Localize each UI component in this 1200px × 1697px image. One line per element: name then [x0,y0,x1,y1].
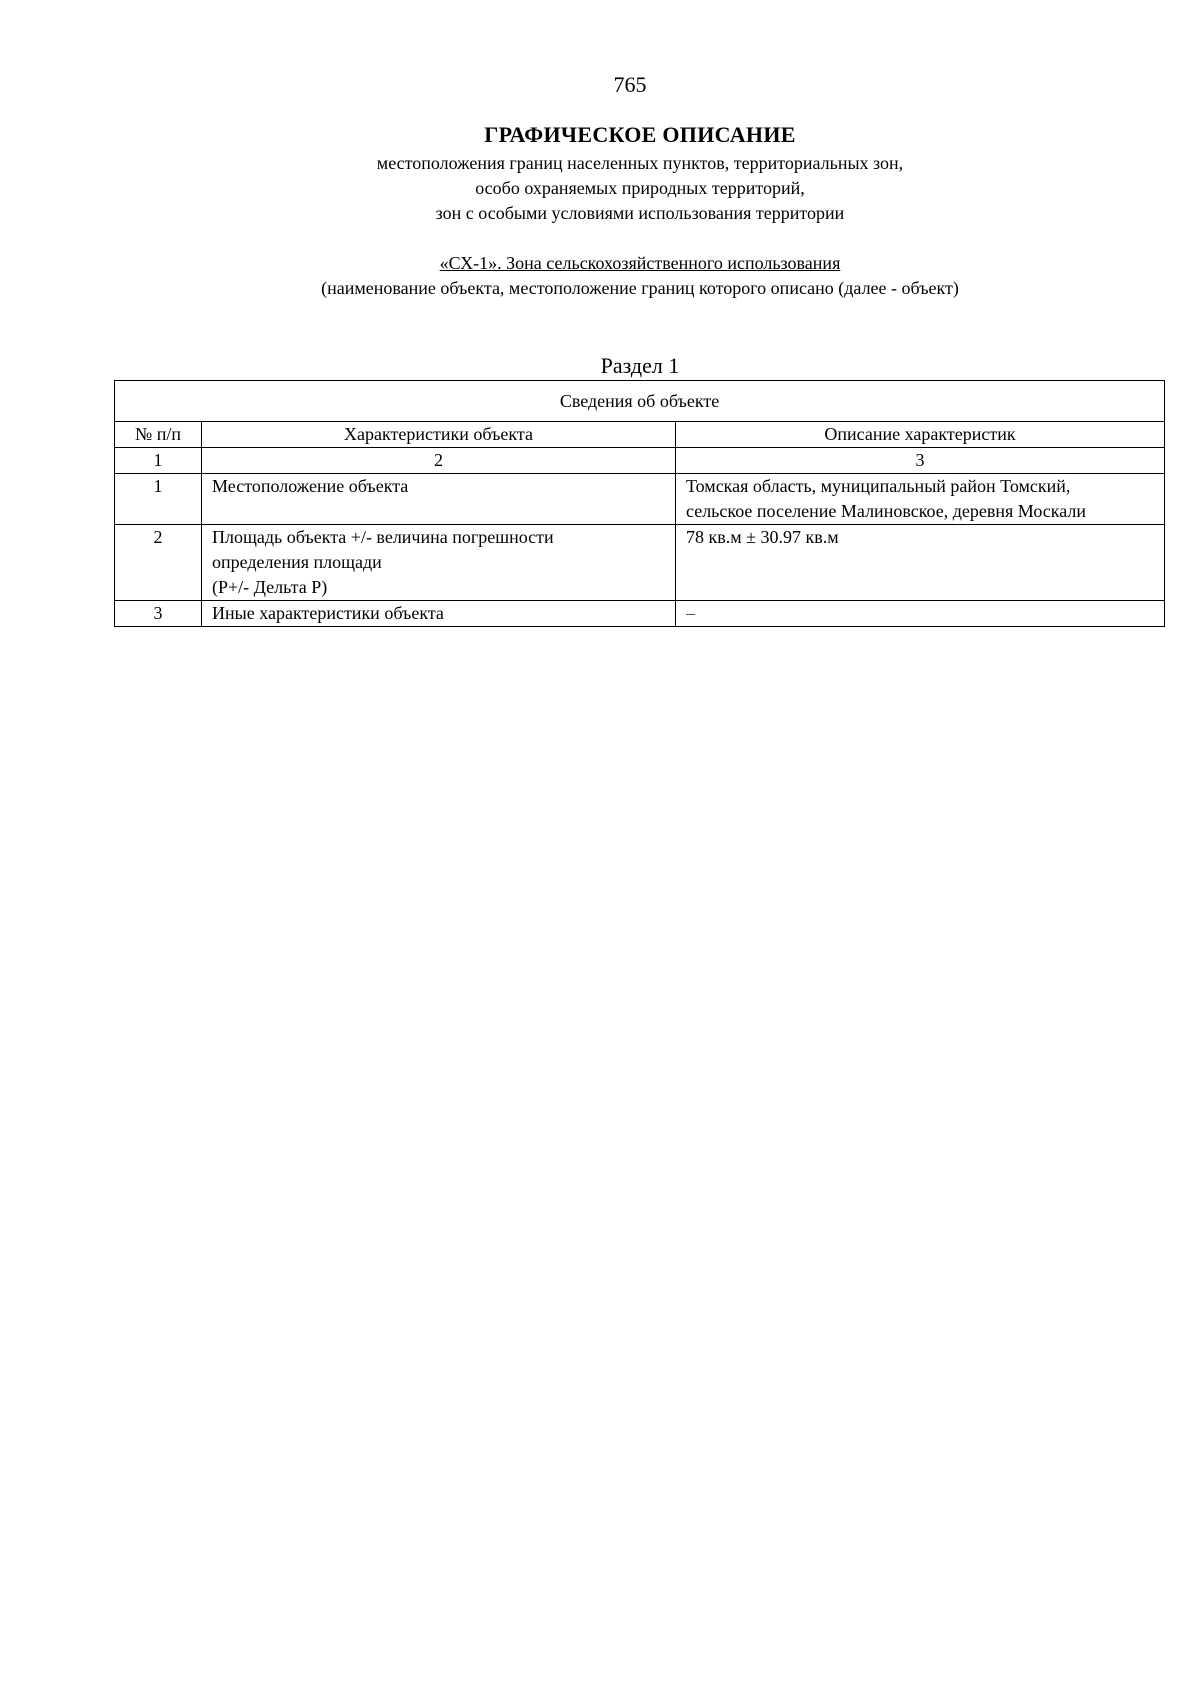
table-header-row [115,422,1165,448]
column-number: 3 [676,448,1165,474]
cell-line: – [686,603,695,623]
row-number: 2 [115,525,202,601]
row-number: 3 [115,601,202,627]
row-characteristic [202,474,676,525]
column-number: 2 [202,448,676,474]
object-info-table [114,380,1165,627]
table-caption-row [115,381,1165,422]
row-characteristic [202,601,676,627]
object-name-block [0,251,1200,301]
page-number: 765 [613,72,647,97]
row-description [676,525,1165,601]
document-subtitle [0,151,1200,226]
column-number-row [115,448,1165,474]
section-title: Раздел 1 [600,353,680,378]
header-number: № п/п [115,422,202,448]
object-name-caption: (наименование объекта, местоположение границ которого описано (далее - объект) [321,278,959,298]
table-row [115,601,1165,627]
cell-line: (Р+/- Дельта Р) [212,577,328,597]
table-row [115,474,1165,525]
document-title: ГРАФИЧЕСКОЕ ОПИСАНИЕ [484,122,796,147]
row-number: 1 [115,474,202,525]
header-description: Описание характеристик [676,422,1165,448]
cell-line: определения площади [212,552,382,572]
subtitle-line: местоположения границ населенных пунктов, территориальных зон, [376,153,904,173]
subtitle-line: зон с особыми условиями использования территории [435,203,845,223]
subtitle-line: особо охраняемых природных территорий, [475,178,805,198]
cell-line: Местоположение объекта [212,476,409,496]
header-characteristic: Характеристики объекта [202,422,676,448]
cell-line: Площадь объекта +/- величина погрешности [212,527,554,547]
row-characteristic [202,525,676,601]
row-description [676,601,1165,627]
object-name: «СХ-1». Зона сельскохозяйственного использования [439,253,841,273]
cell-line: Томская область, муниципальный район Томский, [686,476,1071,496]
table-row [115,525,1165,601]
cell-line: Иные характеристики объекта [212,603,444,623]
cell-line: сельское поселение Малиновское, деревня Москали [686,501,1087,521]
row-description [676,474,1165,525]
table-caption: Сведения об объекте [115,381,1165,422]
column-number: 1 [115,448,202,474]
cell-line: 78 кв.м ± 30.97 кв.м [686,527,839,547]
